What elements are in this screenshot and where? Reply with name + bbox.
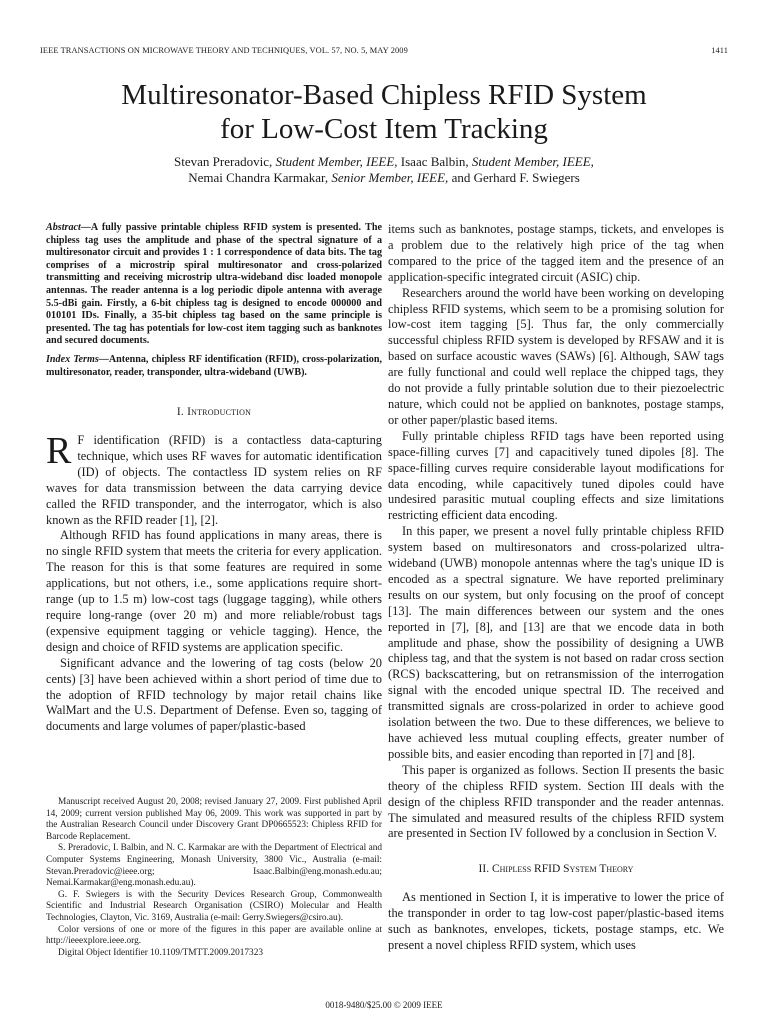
- right-column: [388, 222, 724, 954]
- drop-cap: R: [46, 430, 72, 473]
- author-list: [40, 154, 728, 186]
- section-heading-theory: [388, 862, 724, 878]
- footnote-affiliation-2: G. F. Swiegers is with the Security Devices Research Group, Commonwealth Scientific and Industrial Research Organisation (CSIRO) Molecular and Health Technologies, Clayton, Vic. 3169, Australia (e-mail: Gerry.Swiegers@csiro.au).: [46, 889, 382, 923]
- intro-paragraph-5: Fully printable chipless RFID tags have been reported using space-filling curves [7] and capacitively tuned dipoles [8]. The space-filling curves require considerable layout modifications for data encoding, while capacitively tuned dipoles could have undesired parasitic mutual coupling effects and size limitations restricting efficient data encoding.: [388, 428, 724, 523]
- intro-paragraph-6: In this paper, we present a novel fully printable chipless RFID system based on multiresonators and cross-polarized ultra-wideband (UWB) monopole antennas where the tag's unique ID is encoded as a spectral signature. We have reported preliminary results on our system, but only focusing on the proof of concept [13]. The main differences between our system and the ones reported in [7], [8], and [13] are that we encode data in both amplitude and phase, show the possibility of designing a UWB chipless tag, and that the system is not based on radar cross section (RCS) backscattering, but on retransmission of the interrogation signal with the encoded unique spectral ID. The received and transmitted signals are cross-polarized in order to achieve good isolation between the two. Due to these differences, we believe to have achieved less mutual coupling effects, greater number of possible bits, and easier encoding than reported in [7] and [8].: [388, 524, 724, 761]
- intro-paragraph-2: Although RFID has found applications in many areas, there is no single RFID system that meets the criteria for every application. The reason for this is that some features are required in some applications, but not others, i.e., some applications require short-range (up to 1.5 m) low-cost tags (luggage tagging), while others require long-range (over 20 m) and more reliable/robust tags (expensive equipment tagging or vehicle tagging). Hence, the design and choice of RFID systems are application specific.: [46, 528, 382, 654]
- index-terms-label: Index Terms—: [46, 353, 109, 365]
- section-numeral: I.: [176, 406, 184, 419]
- abstract-label: Abstract—: [46, 222, 91, 233]
- intro-paragraph-4: Researchers around the world have been working on developing chipless RFID systems, which seem to be a promising solution for low-cost item tagging [5]. Thus far, the only commercially successful chipless RFID system is developed by RFSAW and it is based on surface acoustic waves (SAWs) [6]. Although, SAW tags are fully functional and could well replace the chipped tags, they do not provide a fully printable solution due to their piezoelectric nature, which could not be applied on banknotes, postage stamps, or other paper/plastic based items.: [388, 285, 724, 427]
- paper-title: [40, 78, 728, 146]
- footnote-color-note: Color versions of one or more of the figures in this paper are available online at http://ieeexplore.ieee.org.: [46, 924, 382, 947]
- index-terms: [46, 354, 382, 379]
- first-page-footnote: [46, 797, 382, 959]
- intro-paragraph-7: This paper is organized as follows. Section II presents the basic theory of the chipless RFID system. Section III deals with the design of the chipless RFID transponder and the reader antennas. The simulated and measured results of the chipless RFID system are presented in Section IV followed by a conclusion in Section V.: [388, 762, 724, 841]
- author-line-2: [40, 170, 728, 186]
- intro-paragraph-3: Significant advance and the lowering of tag costs (below 20 cents) [3] have been achieved within a short period of time due to the adoption of RFID technology by major retail chains like WalMart and the U.S. Department of Defense. Even so, tagging of documents and large volumes of paper/plastic-based: [46, 655, 382, 734]
- left-column: [46, 222, 382, 735]
- title-line-2: for Low-Cost Item Tracking: [220, 113, 548, 145]
- author-role: Senior Member, IEEE,: [331, 170, 449, 185]
- intro-paragraph-1-text: F identification (RFID) is a contactless data-capturing technique, which uses RF waves for automatic identification (ID) of objects. The contactless ID system relies on RF waves for data transmission between the data carrying device called the RFID transponder, and the interrogator, which is also known as the RFID reader [1], [2].: [46, 433, 382, 527]
- footnote-manuscript: Manuscript received August 20, 2008; revised January 27, 2009. First published April 14, 2009; current version published May 06, 2009. This work was supported in part by the Australian Research Council under Discovery Grant DP0665523: Chipless RFID for Barcode Replacement.: [46, 797, 382, 842]
- author-role: Student Member, IEEE,: [471, 154, 594, 169]
- section-numeral: II.: [478, 863, 490, 876]
- abstract-text: A fully passive printable chipless RFID system is presented. The chipless tag uses the amplitude and phase of the spectral signature of a multiresonator circuit and provides 1 : 1 correspondence of data bits. The tag comprises of a microstrip spiral multiresonator and cross-polarized transmitting and receiving microstrip ultra-wideband disc loaded monopole antennas. The reader antenna is a log periodic dipole antenna with average 5.5-dBi gain. Firstly, a 6-bit chipless tag is designed to encode 000000 and 010101 IDs. Finally, a 35-bit chipless tag based on the same principle is presented. The tag has potentials for low-cost item tagging such as banknotes and secured documents.: [46, 222, 382, 347]
- journal-name: IEEE TRANSACTIONS ON MICROWAVE THEORY AND TECHNIQUES, VOL. 57, NO. 5, MAY 2009: [40, 46, 408, 55]
- section-title: Introduction: [187, 406, 252, 419]
- footnote-affiliation-1: S. Preradovic, I. Balbin, and N. C. Karmakar are with the Department of Electrical and Computer Systems Engineering, Monash University, 3800 Vic., Australia (e-mail: Stevan.Preradovic@ieee.org; Isaac.Balbin@eng.monash.edu.au; Nemai.Karmakar@eng.monash.edu.au).: [46, 843, 382, 889]
- page-number: 1411: [711, 46, 728, 55]
- author-name: Isaac Balbin,: [400, 154, 469, 169]
- intro-paragraph-1: [46, 430, 382, 528]
- abstract: [46, 222, 382, 348]
- footnote-doi: Digital Object Identifier 10.1109/TMTT.2009.2017323: [58, 947, 264, 958]
- copyright-line: 0018-9480/$25.00 © 2009 IEEE: [325, 1000, 443, 1010]
- index-terms-text: Antenna, chipless RF identification (RFID), cross-polarization, multiresonator, reader, transponder, ultra-wideband (UWB).: [46, 353, 382, 378]
- intro-paragraph-3-continued: items such as banknotes, postage stamps, tickets, and envelopes is a problem due to the relatively high price of the tag when compared to the price of the tagged item and the presence of an application-specific integrated circuit (ASIC) chip.: [388, 222, 724, 284]
- section-title: Chipless RFID System Theory: [491, 863, 634, 876]
- title-line-1: Multiresonator-Based Chipless RFID System: [121, 79, 647, 111]
- author-name: Stevan Preradovic,: [174, 154, 273, 169]
- author-role: Student Member, IEEE,: [275, 154, 398, 169]
- author-name: Nemai Chandra Karmakar,: [188, 170, 329, 185]
- section-heading-introduction: [46, 405, 382, 421]
- author-name: and Gerhard F. Swiegers: [451, 170, 580, 185]
- author-line-1: [40, 154, 728, 170]
- theory-paragraph-1: As mentioned in Section I, it is imperative to lower the price of the transponder in order to tag low-cost paper/plastic-based items such as banknotes, envelopes, tickets, postage stamps, etc. We present a novel chipless RFID system, which uses: [388, 890, 724, 952]
